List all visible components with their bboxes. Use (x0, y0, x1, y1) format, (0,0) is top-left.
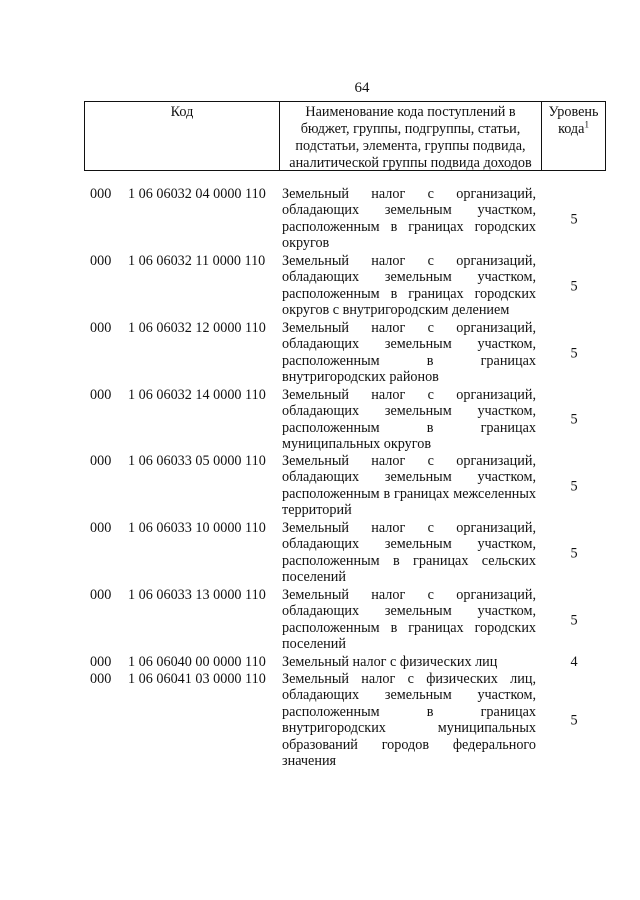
revenue-name: Земельный налог с организаций, обладающих земельным участком, расположенным в границах межселенных территорий (282, 453, 536, 519)
code-level: 5 (570, 612, 578, 628)
table-row (84, 387, 606, 453)
admin-code: 000 (90, 654, 112, 670)
revenue-name: Земельный налог с организаций, обладающих земельным участком, расположенным в границах городских поселений (282, 587, 536, 653)
revenue-name: Земельный налог с физических лиц, обладающих земельным участком, расположенным в границах внутригородских муниципальных образований городов федерального значения (282, 671, 536, 770)
revenue-name: Земельный налог с организаций, обладающих земельным участком, расположенным в границах городских округов с внутригородским делением (282, 253, 536, 319)
column-header-level-label: Уровень кода (548, 104, 599, 137)
revenue-code: 1 06 06040 00 0000 110 (128, 654, 266, 670)
code-level: 5 (570, 345, 578, 361)
revenue-name: Земельный налог с организаций, обладающих земельным участком, расположенным в границах сельских поселений (282, 520, 536, 586)
table-row (84, 253, 606, 320)
revenue-code: 1 06 06041 03 0000 110 (128, 671, 266, 687)
table-row (84, 671, 606, 771)
admin-code: 000 (90, 253, 112, 269)
admin-code: 000 (90, 587, 112, 603)
revenue-code: 1 06 06033 10 0000 110 (128, 520, 266, 536)
table-row (84, 186, 606, 253)
code-level: 4 (570, 654, 578, 670)
column-header-name: Наименование кода поступлений в бюджет, группы, подгруппы, статьи, подстатьи, элемента, группы подвида, аналитической группы подвида доходов (280, 102, 542, 170)
revenue-name: Земельный налог с организаций, обладающих земельным участком, расположенным в границах городских округов (282, 186, 536, 252)
table-row (84, 654, 606, 671)
table-header (84, 101, 606, 171)
column-header-code: Код (84, 102, 280, 170)
column-header-level (542, 102, 606, 170)
table-row (84, 320, 606, 387)
table-row (84, 587, 606, 654)
revenue-code: 1 06 06033 05 0000 110 (128, 453, 266, 469)
revenue-name: Земельный налог с физических лиц (282, 654, 498, 670)
code-level: 5 (570, 545, 578, 561)
code-level: 5 (570, 278, 578, 294)
code-level: 5 (570, 478, 578, 494)
footnote-marker: 1 (584, 119, 589, 130)
revenue-code: 1 06 06032 14 0000 110 (128, 387, 266, 403)
code-level: 5 (570, 712, 578, 729)
code-level: 5 (570, 411, 578, 428)
table-row (84, 453, 606, 520)
admin-code: 000 (90, 671, 112, 687)
table-row (84, 520, 606, 587)
revenue-code: 1 06 06032 11 0000 110 (128, 253, 266, 269)
revenue-code: 1 06 06032 04 0000 110 (128, 186, 266, 202)
page-number: 64 (354, 80, 370, 96)
revenue-name: Земельный налог с организаций, обладающих земельным участком, расположенным в границах внутригородских районов (282, 320, 536, 386)
admin-code: 000 (90, 320, 112, 336)
admin-code: 000 (90, 453, 112, 469)
admin-code: 000 (90, 520, 112, 536)
admin-code: 000 (90, 387, 112, 403)
code-level: 5 (570, 211, 578, 227)
admin-code: 000 (90, 186, 112, 202)
revenue-code: 1 06 06032 12 0000 110 (128, 320, 266, 336)
table-body (84, 186, 606, 771)
revenue-code: 1 06 06033 13 0000 110 (128, 587, 266, 603)
revenue-name: Земельный налог с организаций, обладающих земельным участком, расположенным в границах муниципальных округов (282, 387, 536, 453)
